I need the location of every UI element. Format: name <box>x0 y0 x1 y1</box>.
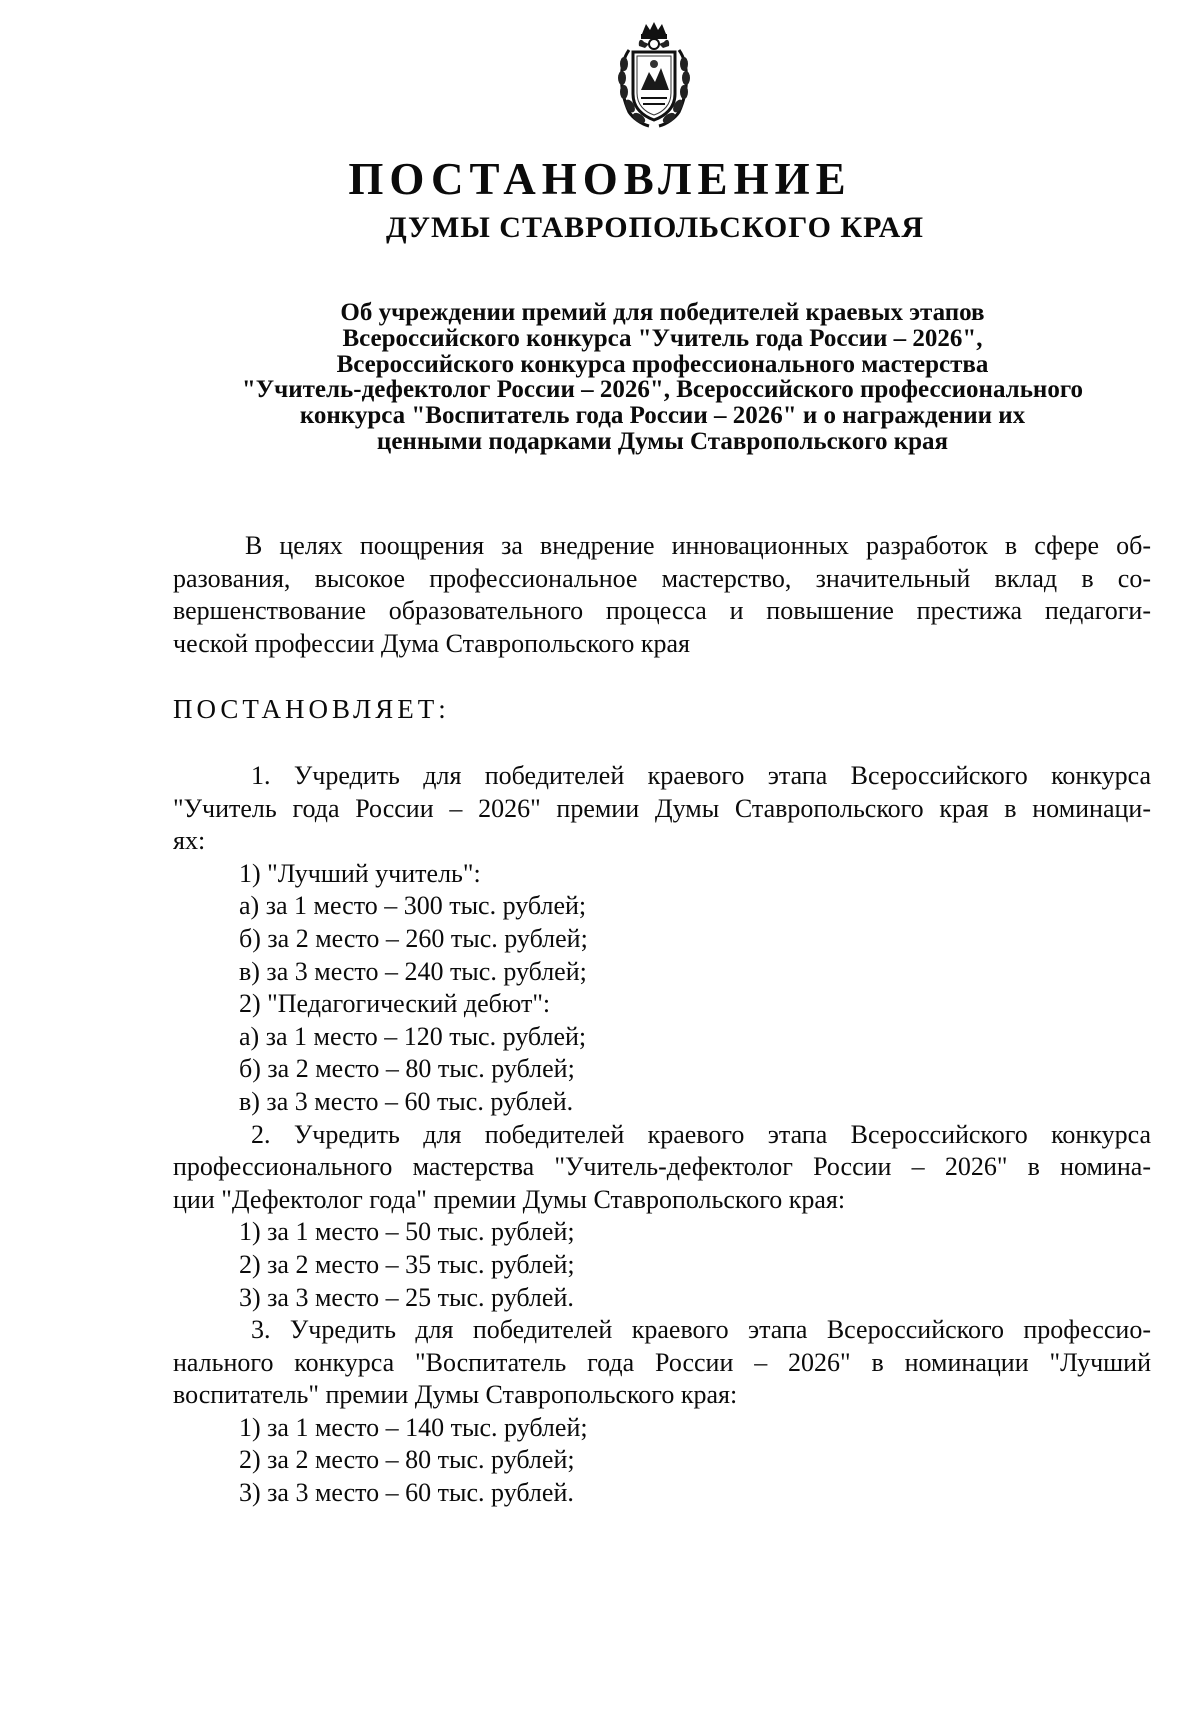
clause-line: ях: <box>173 826 206 856</box>
heading-line: Всероссийского конкурса "Учитель года России – 2026", <box>342 324 983 352</box>
list-item: 2) за 2 место – 80 тыс. рублей; <box>239 1445 575 1475</box>
preamble-line: разования, высокое профессиональное мастерство, значительный вклад в со- <box>173 563 1151 593</box>
list-item: 2) "Педагогический дебют": <box>239 989 551 1019</box>
clause-line: воспитатель" премии Думы Ставропольского края: <box>173 1380 738 1410</box>
coat-of-arms-icon <box>611 20 697 130</box>
document-subtitle: ДУМЫ СТАВРОПОЛЬСКОГО КРАЯ <box>385 211 924 244</box>
list-item: а) за 1 место – 300 тыс. рублей; <box>239 891 587 921</box>
clause-line: ции "Дефектолог года" премии Думы Ставропольского края: <box>173 1184 846 1214</box>
list-item: 1) за 1 место – 50 тыс. рублей; <box>239 1217 575 1247</box>
list-item: в) за 3 место – 240 тыс. рублей; <box>239 956 587 986</box>
list-item: б) за 2 место – 260 тыс. рублей; <box>239 923 588 953</box>
preamble-line: ческой профессии Дума Ставропольского края <box>173 628 690 658</box>
clause-3 <box>173 1314 1151 1510</box>
list-item: 1) за 1 место – 140 тыс. рублей; <box>239 1412 588 1442</box>
clause-line: нального конкурса "Воспитатель года России – 2026" в номинации "Лучший <box>173 1347 1151 1377</box>
heading-line: Об учреждении премий для победителей краевых этапов <box>340 299 985 326</box>
preamble-paragraph <box>173 530 1151 660</box>
list-item: 1) "Лучший учитель": <box>239 858 481 888</box>
clause-1 <box>173 760 1151 1119</box>
clause-2 <box>173 1119 1151 1315</box>
clause-line: профессионального мастерства "Учитель-дефектолог России – 2026" в номина- <box>173 1152 1151 1182</box>
list-item: б) за 2 место – 80 тыс. рублей; <box>239 1054 575 1084</box>
preamble-line: вершенствование образовательного процесса и повышение престижа педагоги- <box>173 596 1151 625</box>
clause-line: 2. Учредить для победителей краевого этапа Всероссийского конкурса <box>251 1119 1151 1149</box>
resolves-heading: ПОСТАНОВЛЯЕТ: <box>173 694 450 724</box>
heading-line: Всероссийского конкурса профессионального мастерства <box>336 350 989 378</box>
clause-line: "Учитель года России – 2026" премии Думы Ставропольского края в номинаци- <box>173 793 1151 823</box>
clause-line: 3. Учредить для победителей краевого этапа Всероссийского профессио- <box>251 1315 1151 1345</box>
document-heading <box>185 300 1140 455</box>
document-title: ПОСТАНОВЛЕНИЕ <box>348 154 852 204</box>
heading-line: ценными подарками Думы Ставропольского края <box>376 427 949 455</box>
list-item: 3) за 3 место – 25 тыс. рублей. <box>239 1282 574 1312</box>
clause-line: 1. Учредить для победителей краевого этапа Всероссийского конкурса <box>251 761 1151 790</box>
list-item: 3) за 3 место – 60 тыс. рублей. <box>239 1478 574 1508</box>
list-item: в) за 3 место – 60 тыс. рублей. <box>239 1086 574 1116</box>
preamble-line: В целях поощрения за внедрение инновационных разработок в сфере об- <box>245 531 1151 560</box>
list-item: 2) за 2 место – 35 тыс. рублей; <box>239 1249 575 1279</box>
heading-line: конкурса "Воспитатель года России – 2026" и о награждении их <box>299 402 1026 430</box>
clauses <box>173 760 1151 1510</box>
list-item: а) за 1 место – 120 тыс. рублей; <box>239 1021 587 1051</box>
heading-line: "Учитель-дефектолог России – 2026", Всероссийского профессионального <box>241 376 1084 404</box>
